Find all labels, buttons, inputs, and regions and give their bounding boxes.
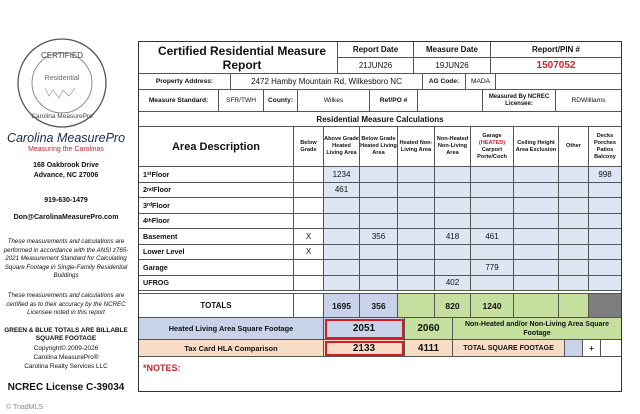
column-header-1: Below Grade xyxy=(294,127,324,167)
table-cell xyxy=(360,260,398,276)
table-cell xyxy=(589,276,621,292)
table-cell xyxy=(435,245,471,261)
table-cell xyxy=(398,167,435,183)
table-cell xyxy=(559,229,589,245)
total-sqft-value xyxy=(565,340,583,357)
company-name-1: Carolina MeasurePro® xyxy=(33,354,99,361)
notes-label: *NOTES: xyxy=(143,363,181,373)
table-cell xyxy=(514,183,559,199)
row-label: Lower Level xyxy=(139,245,294,261)
table-cell: 779 xyxy=(471,260,514,276)
table-cell xyxy=(398,198,435,214)
table-cell xyxy=(589,214,621,230)
table-cell xyxy=(514,245,559,261)
table-cell xyxy=(559,260,589,276)
table-cell xyxy=(514,167,559,183)
totals-cell xyxy=(398,294,435,318)
total-plus: + xyxy=(583,340,601,357)
table-cell xyxy=(360,214,398,230)
column-header-2: Above Grade Heated Living Area xyxy=(324,127,360,167)
table-cell xyxy=(360,198,398,214)
table-cell: 356 xyxy=(360,229,398,245)
svg-text:Carolina MeasurePro: Carolina MeasurePro xyxy=(31,113,93,120)
table-cell xyxy=(559,276,589,292)
table-cell xyxy=(294,183,324,199)
ag-code: MADA xyxy=(466,74,496,90)
row-label: 2 nd Floor xyxy=(139,183,294,199)
table-cell xyxy=(398,245,435,261)
row-label: 4 th Floor xyxy=(139,214,294,230)
calc-title: Residential Measure Calculations xyxy=(139,112,621,127)
table-cell: 402 xyxy=(435,276,471,292)
totals-label: TOTALS xyxy=(139,294,294,318)
table-cell xyxy=(435,198,471,214)
measure-standard: SFR/TWH xyxy=(219,90,264,112)
table-cell: X xyxy=(294,229,324,245)
table-cell xyxy=(589,260,621,276)
totals-cell xyxy=(589,294,621,318)
table-cell xyxy=(471,245,514,261)
tax-alt-value: 4111 xyxy=(405,340,453,357)
table-cell xyxy=(435,214,471,230)
mls-watermark: © TriadMLS xyxy=(6,404,44,411)
address-line-2: Advance, NC 27006 xyxy=(33,172,99,179)
table-cell xyxy=(360,167,398,183)
table-cell xyxy=(398,183,435,199)
column-header-6: Garage (HEATED) Carport Porte/Coch xyxy=(471,127,514,167)
row-label: 3 rd Floor xyxy=(139,198,294,214)
county: Wilkes xyxy=(298,90,370,112)
table-cell xyxy=(360,276,398,292)
table-cell xyxy=(294,198,324,214)
measured-by: RDWilliams xyxy=(556,90,621,112)
table-cell xyxy=(324,245,360,261)
table-cell xyxy=(514,214,559,230)
table-cell xyxy=(514,229,559,245)
property-address-label: Property Address: xyxy=(139,74,231,90)
row-label: Basement xyxy=(139,229,294,245)
area-description-header: Area Description xyxy=(139,127,294,167)
table-cell xyxy=(589,183,621,199)
row-label: 1 st Floor xyxy=(139,167,294,183)
hla-label: Heated Living Area Square Footage xyxy=(139,318,324,340)
table-cell xyxy=(324,198,360,214)
table-cell: 461 xyxy=(471,229,514,245)
table-cell xyxy=(435,183,471,199)
table-cell xyxy=(360,183,398,199)
row-label: Garage xyxy=(139,260,294,276)
table-cell xyxy=(471,276,514,292)
table-cell: 461 xyxy=(324,183,360,199)
totals-cell xyxy=(514,294,559,318)
column-header-5: Non-Heated Non-Living Area xyxy=(435,127,471,167)
totals-cell: 820 xyxy=(435,294,471,318)
measured-by-label: Measured By NCREC Licensee: xyxy=(483,90,556,112)
table-cell xyxy=(398,260,435,276)
table-cell xyxy=(514,198,559,214)
measure-date: 19JUN26 xyxy=(414,58,491,74)
totals-cell: 356 xyxy=(360,294,398,318)
disclaimer-ncrec: These measurements and calculations are certified as to their accuracy by the NCREC Licensee noted in this report xyxy=(6,292,126,317)
table-cell: 1234 xyxy=(324,167,360,183)
table-cell xyxy=(294,260,324,276)
table-cell xyxy=(324,260,360,276)
table-cell xyxy=(589,198,621,214)
address-blank xyxy=(496,74,621,90)
column-header-7: Ceiling Height Area Exclusion xyxy=(514,127,559,167)
table-cell xyxy=(435,260,471,276)
table-cell xyxy=(294,167,324,183)
table-cell xyxy=(471,214,514,230)
measure-date-label: Measure Date xyxy=(414,42,491,58)
totals-cell xyxy=(294,294,324,318)
report-pin: 1507052 xyxy=(491,58,621,74)
total-sqft-label: TOTAL SQUARE FOOTAGE xyxy=(453,340,565,357)
table-cell xyxy=(514,276,559,292)
table-cell xyxy=(398,229,435,245)
ref-po-label: Ref/PO # xyxy=(370,90,418,112)
license-number: NCREC License C-39034 xyxy=(7,382,125,393)
table-cell xyxy=(398,214,435,230)
column-header-8: Other xyxy=(559,127,589,167)
svg-text:CERTIFIED: CERTIFIED xyxy=(40,51,84,60)
ag-code-label: AG Code: xyxy=(423,74,466,90)
table-cell xyxy=(559,245,589,261)
table-cell xyxy=(294,214,324,230)
tax-card-value: 2133 xyxy=(324,340,405,357)
table-cell xyxy=(589,229,621,245)
phone-number: 919-630-1479 xyxy=(44,197,88,204)
table-cell xyxy=(471,183,514,199)
copyright: Copyright© 2009-2026 xyxy=(33,345,99,352)
property-address: 2472 Hamby Mountain Rd, Wilkesboro NC xyxy=(231,74,423,90)
totals-cell xyxy=(559,294,589,318)
table-cell xyxy=(559,214,589,230)
column-header-3: Below Grade Heated Living Area xyxy=(360,127,398,167)
table-cell: 998 xyxy=(589,167,621,183)
totals-cell: 1240 xyxy=(471,294,514,318)
table-cell xyxy=(559,198,589,214)
tax-card-label: Tax Card HLA Comparison xyxy=(139,340,324,357)
county-label: County: xyxy=(264,90,298,112)
table-cell xyxy=(471,167,514,183)
address-line-1: 168 Oakbrook Drive xyxy=(33,162,99,169)
report-pin-label: Report/PIN # xyxy=(491,42,621,58)
total-extra xyxy=(601,340,621,357)
email-address: Don@CarolinaMeasurePro.com xyxy=(13,214,119,221)
row-label: UFROG xyxy=(139,276,294,292)
column-header-9: Decks Porches Patios Balcony xyxy=(589,127,621,167)
hla-value: 2051 xyxy=(324,318,405,340)
non-heated-label: Non-Heated and/or Non-Living Area Square Footage xyxy=(453,318,621,340)
table-cell xyxy=(435,167,471,183)
tagline: Measuring the Carolinas xyxy=(28,146,104,153)
hla-alt-value: 2060 xyxy=(405,318,453,340)
table-cell xyxy=(324,229,360,245)
table-cell xyxy=(589,245,621,261)
report-title: Certified Residential Measure Report xyxy=(139,42,338,74)
table-cell xyxy=(324,214,360,230)
certified-seal-icon xyxy=(15,36,109,130)
table-cell xyxy=(514,260,559,276)
column-header-4: Heated Non-Living Area xyxy=(398,127,435,167)
table-cell xyxy=(559,183,589,199)
measure-standard-label: Measure Standard: xyxy=(139,90,219,112)
report-date-label: Report Date xyxy=(338,42,414,58)
brand-name: Carolina MeasurePro xyxy=(6,131,126,145)
table-cell xyxy=(294,276,324,292)
table-cell: 418 xyxy=(435,229,471,245)
disclaimer-ansi: These measurements and calculations are performed in accordance with the ANSI z765-2021 Measurement Standard for Calculating Square Footage in Single-Family Residential Buildings xyxy=(3,238,129,280)
company-sidebar xyxy=(0,0,132,414)
table-cell xyxy=(471,198,514,214)
table-cell xyxy=(559,167,589,183)
billable-note: GREEN & BLUE TOTALS ARE BILLABLE SQUARE FOOTAGE xyxy=(4,327,128,342)
svg-text:Residential: Residential xyxy=(44,75,80,82)
report-date: 21JUN26 xyxy=(338,58,414,74)
measure-report xyxy=(138,41,622,392)
table-cell: X xyxy=(294,245,324,261)
table-cell xyxy=(360,245,398,261)
table-cell xyxy=(398,276,435,292)
totals-cell: 1695 xyxy=(324,294,360,318)
ref-po xyxy=(418,90,483,112)
company-name-2: Carolina Realty Services LLC xyxy=(24,363,108,370)
table-cell xyxy=(324,276,360,292)
